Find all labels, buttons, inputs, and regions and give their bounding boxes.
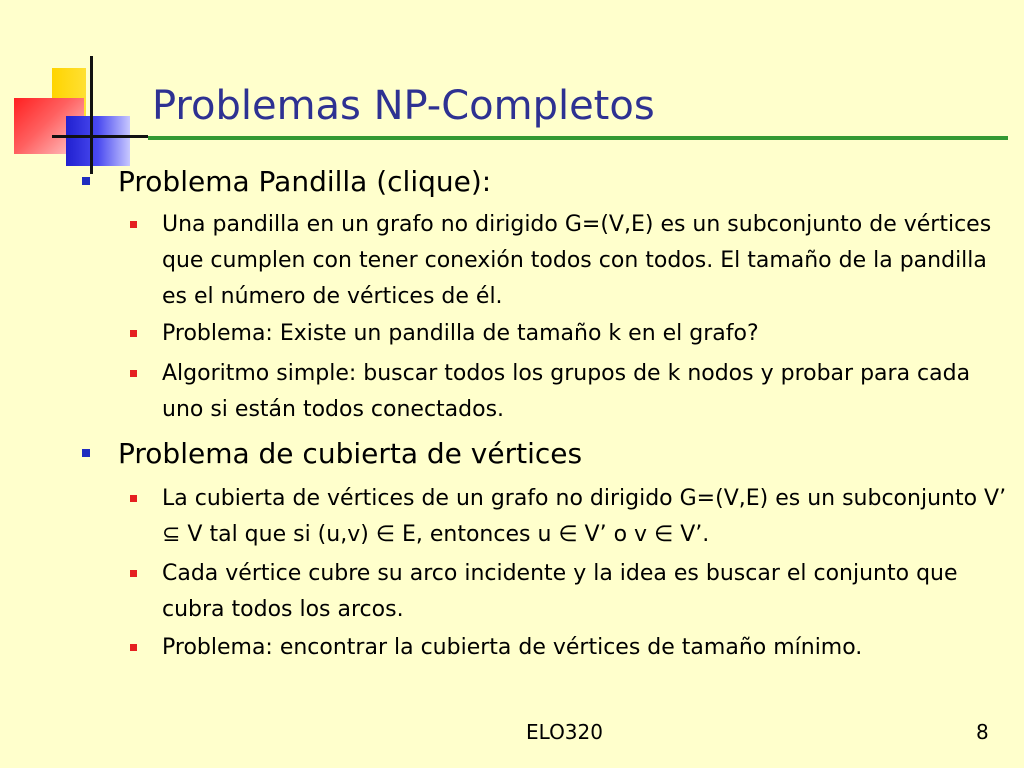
- bullet-text: La cubierta de vértices de un grafo no dirigido G=(V,E) es un subconjunto V’ ⊆ V tal que si (u,v) ∈ E, entonces u ∈ V’ o v ∈ V’.: [162, 486, 1007, 547]
- bullet-square-icon: [130, 644, 137, 651]
- bullet-text: Cada vértice cubre su arco incidente y la idea es buscar el conjunto que cubra todos los arcos.: [162, 561, 958, 622]
- bullet-text: Problema: encontrar la cubierta de vértices de tamaño mínimo.: [162, 635, 863, 660]
- bullet-square-icon: [130, 570, 137, 577]
- footer-page-number: 8: [976, 720, 989, 744]
- bullet-text: Algoritmo simple: buscar todos los grupos de k nodos y probar para cada uno si están todos conectados.: [162, 361, 971, 422]
- section-heading-clique: [118, 165, 1008, 199]
- section-heading-vertex-cover: [118, 437, 1008, 471]
- bullet-item: [162, 207, 1018, 315]
- bullet-item: [162, 316, 1018, 352]
- bullet-text: Una pandilla en un grafo no dirigido G=(V,E) es un subconjunto de vértices que cumplen con tener conexión todos con todos. El tamaño de la pandilla es el número de vértices de él.: [162, 212, 992, 309]
- bullet-square-icon: [130, 495, 137, 502]
- bullet-square-icon: [130, 221, 137, 228]
- bullet-text: Problema: Existe un pandilla de tamaño k en el grafo?: [162, 321, 759, 346]
- bullet-item: [162, 356, 1018, 428]
- bullet-square-icon: [130, 370, 137, 377]
- bullet-item: [162, 630, 1018, 666]
- footer-course-code: ELO320: [526, 720, 603, 744]
- bullet-item: [162, 556, 1018, 628]
- bullet-square-icon: [82, 177, 90, 185]
- bullet-square-icon: [82, 449, 90, 457]
- section-heading-text: Problema de cubierta de vértices: [118, 437, 583, 470]
- bullet-square-icon: [130, 330, 137, 337]
- section-heading-text: Problema Pandilla (clique):: [118, 165, 492, 198]
- slide-title: Problemas NP-Completos: [152, 83, 655, 129]
- bullet-item: [162, 481, 1018, 553]
